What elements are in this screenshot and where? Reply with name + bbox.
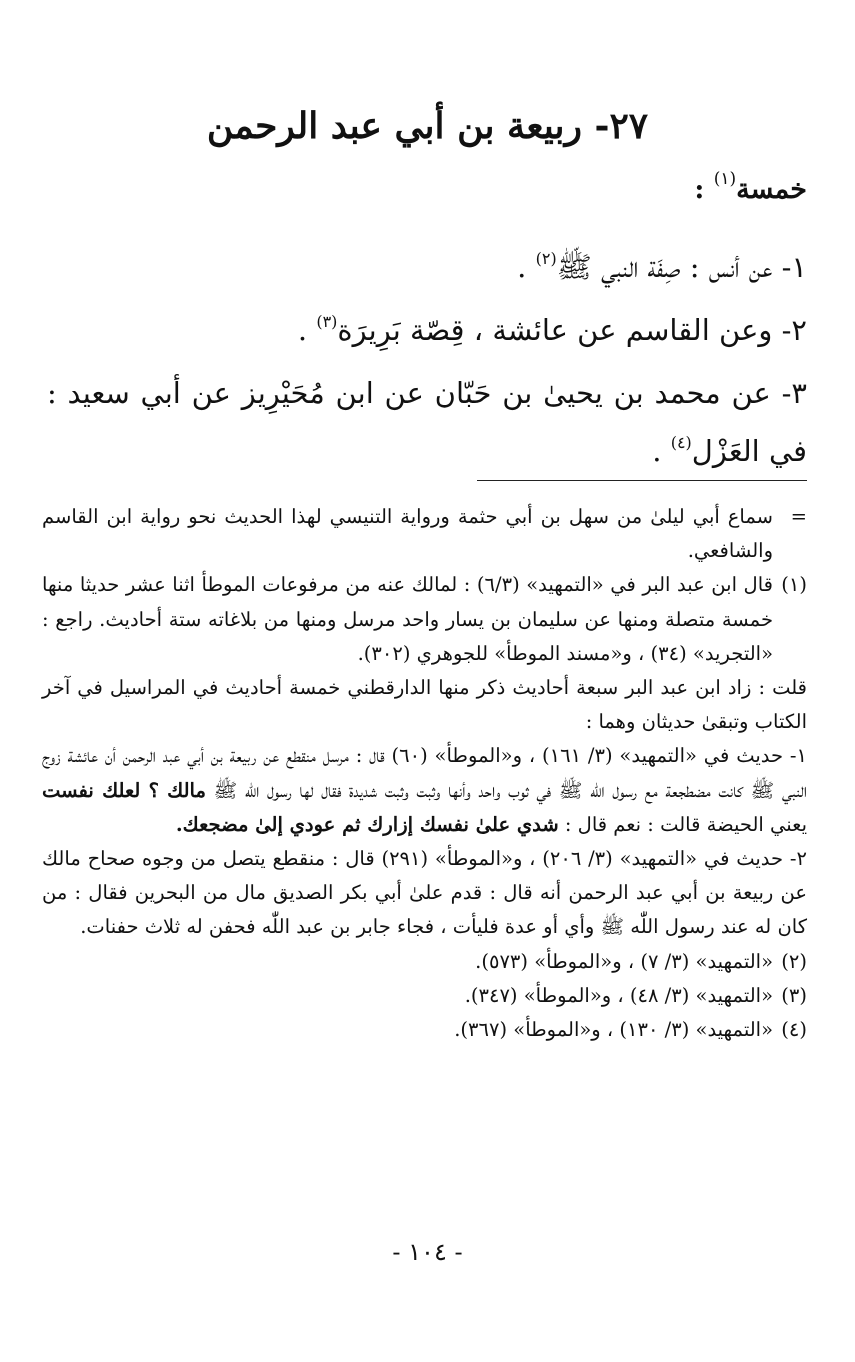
hadith-2-mark: ٢- — [789, 847, 807, 871]
hadith-text: وعن القاسم عن عائشة ، قِصّة بَرِيرَة — [337, 313, 773, 347]
footnote-4-mark: (٤) — [781, 1018, 807, 1042]
hadith-end: . — [652, 434, 671, 468]
footnote-3 — [42, 979, 807, 1013]
footnote-4-text: «التمهيد» (٣/ ١٣٠) ، و«الموطأ» (٣٦٧). — [454, 1018, 773, 1042]
footnote-1-hadith-1 — [42, 739, 807, 842]
continuation-mark: = — [790, 505, 807, 528]
footnote-1-comment: قلت : زاد ابن عبد البر سبعة أحاديث ذكر منها الدارقطني خمسة أحاديث في المراسيل في آخر الكتاب وتبقىٰ حديثان وهما : — [42, 676, 807, 734]
footnote-ref-2: (٢) — [535, 249, 557, 268]
section-label-colon: : — [694, 174, 714, 205]
hadith-end: . — [517, 250, 536, 284]
hadith-2-text: حديث في «التمهيد» (٣/ ٢٠٦) ، و«الموطأ» (٢٩١) قال : منقطع يتصل من وجوه صحاح مالك عن ربيعة بن أبي عبد الرحمن أنه قال : قدم علىٰ أبي بكر الصديق مال من البحرين فقال : من كان له عند رسول اللّٰه ﷺ وأي أو عدة فليأت ، فجاء جابر بن عبد اللّٰه فحفن له ثلاث حفنات. — [42, 847, 807, 939]
footnote-3-text: «التمهيد» (٣/ ٤٨) ، و«الموطأ» (٣٤٧). — [464, 983, 773, 1007]
chapter-title: ٢٧- ربيعة بن أبي عبد الرحمن — [206, 105, 649, 147]
continuation-text: سماع أبي ليلىٰ من سهل بن أبي حثمة ورواية التنيسي لهذا الحديث نحو رواية ابن القاسم والشافعي. — [42, 505, 773, 563]
page-number: - ١٠٤ - — [392, 1238, 463, 1266]
hadith-item-2 — [47, 301, 807, 364]
footnote-2-mark: (٢) — [781, 949, 807, 973]
section-label — [694, 168, 807, 215]
footnote-1-text: قال ابن عبد البر في «التمهيد» (٦/٣) : لمالك عنه من مرفوعات الموطأ اثنا عشر حديثا منها خمسة متصلة ومنها عن سليمان بن يسار واحد مرسل ومنها من بلاغاته ستة أحاديث. راجع : «التجريد» (٣٤) ، و«مسند الموطأ» للجوهري (٣٠٢). — [42, 573, 773, 665]
hadith-text: عن محمد بن يحيىٰ بن حَبّان عن ابن مُحَيْرِيز عن أبي سعيد : في العَزْل — [47, 376, 807, 468]
hadith-1-bold-1: مالك ؟ لعلك نفست — [42, 778, 206, 802]
hadith-number: ٣- — [770, 376, 807, 410]
hadith-1-text-b: يعني الحيضة قالت : نعم قال : — [558, 812, 807, 836]
hadith-number: ٢- — [772, 313, 807, 347]
hadith-end: . — [297, 313, 317, 347]
hadith-text: عن أنس : صِفَة النبي ﷺ — [556, 250, 773, 284]
footnote-ref-3: (٣) — [316, 312, 338, 331]
footnote-4 — [42, 1013, 807, 1047]
footnote-divider — [477, 480, 807, 481]
footnote-continuation — [42, 500, 807, 568]
section-label-text: خمسة — [736, 174, 807, 205]
hadith-1-mark: ١- — [789, 744, 807, 768]
footnote-ref-1: (١) — [713, 169, 737, 189]
hadith-number: ١- — [772, 250, 807, 284]
hadith-list — [47, 238, 807, 485]
footnote-2 — [42, 945, 807, 979]
hadith-1-bold-2: شدي علىٰ نفسك إزارك ثم عودي إلىٰ مضجعك. — [175, 812, 559, 836]
footnote-1-hadith-2 — [42, 842, 807, 945]
hadith-item-3 — [47, 364, 807, 485]
footnote-3-mark: (٣) — [781, 983, 807, 1007]
hadith-1-text-a: حديث في «التمهيد» (٣/ ١٦١) ، و«الموطأ» (٦٠) قال : مرسل منقطع عن ربيعة بن أبي عبد الرحمن أن عائشة زوج النبي ﷺ كانت مضطجعة مع رسول اللّٰه ﷺ في ثوب واحد وأنها وثبت وثبت شديدة فقال لها رسول اللّٰه ﷺ — [42, 744, 807, 802]
footnotes — [42, 500, 807, 1047]
footnote-1-mark: (١) — [781, 573, 807, 597]
footnote-ref-4: (٤) — [670, 433, 692, 452]
footnote-2-text: «التمهيد» (٣/ ٧) ، و«الموطأ» (٥٧٣). — [475, 949, 773, 973]
hadith-item-1 — [47, 238, 807, 301]
footnote-1 — [42, 568, 807, 671]
